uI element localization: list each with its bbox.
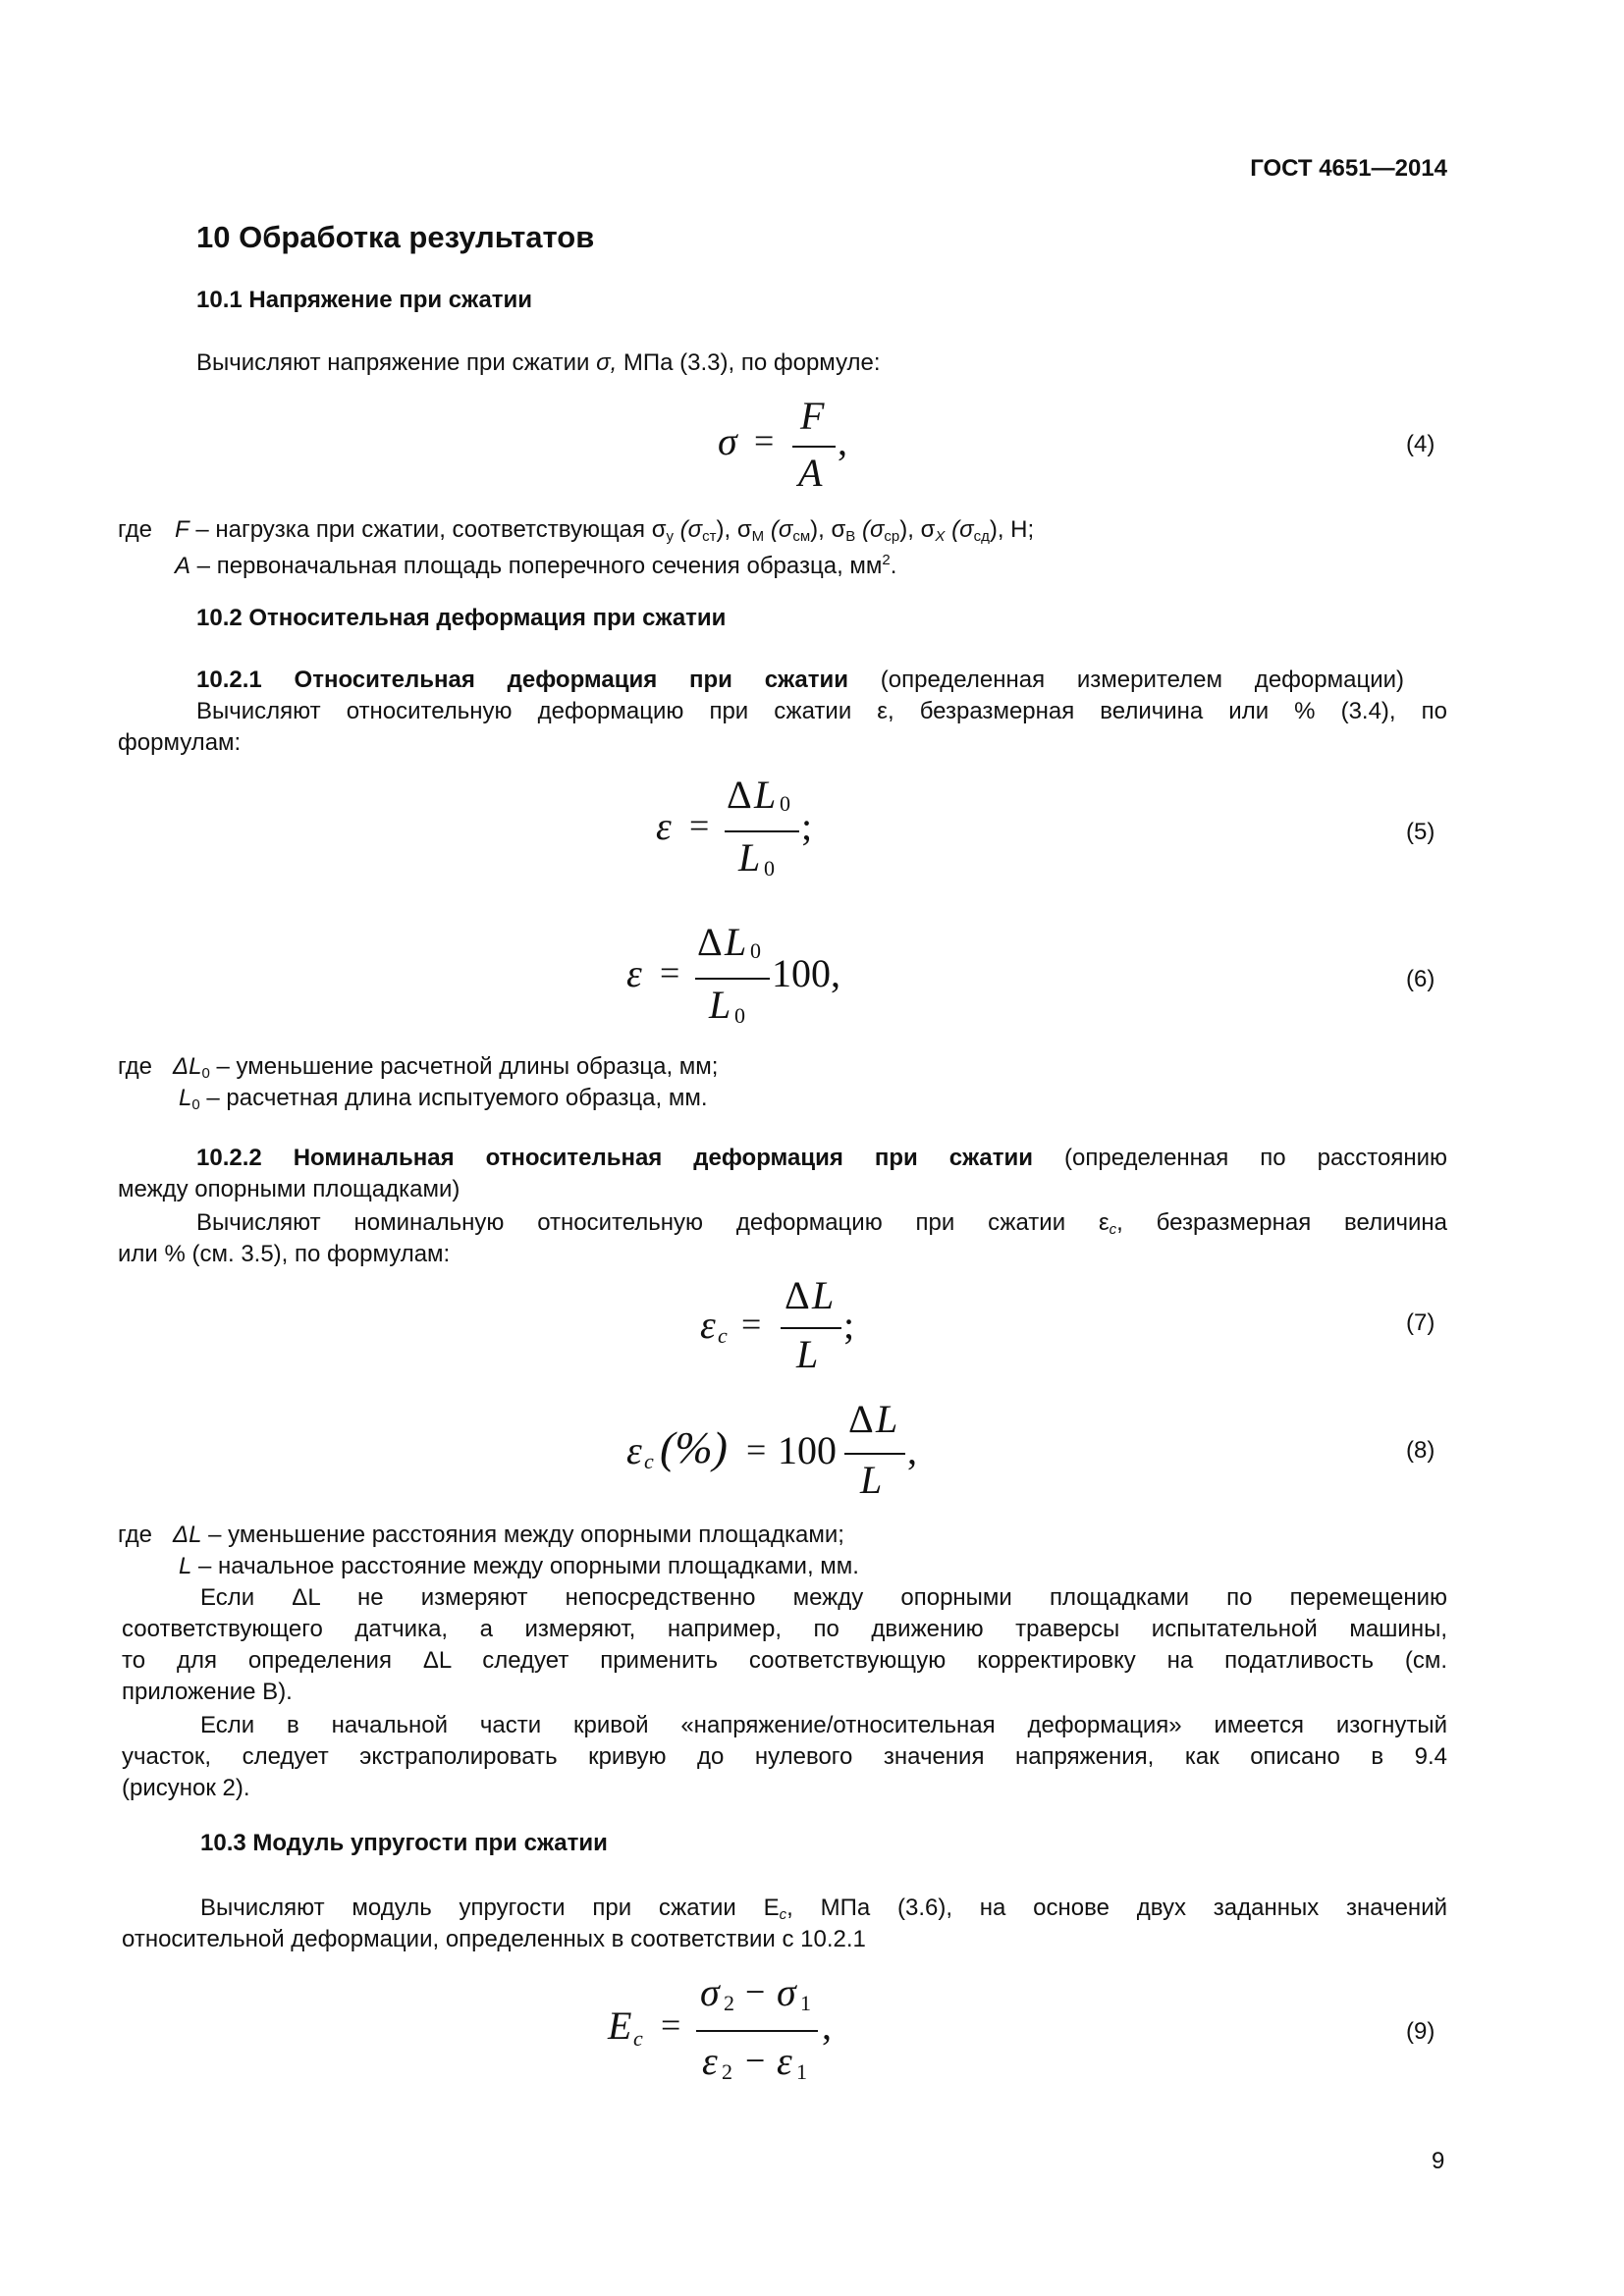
- paragraph-10-2-1-line3: формулам:: [118, 729, 242, 756]
- paragraph-correction-l2: соответствующего датчика, а измеряют, например, по движению траверсы испытательной машины,: [122, 1616, 1447, 1642]
- f9-minus-bottom: −: [745, 2041, 766, 2080]
- equation-number-9: (9): [1406, 2018, 1435, 2045]
- f4-denominator: A: [798, 451, 823, 495]
- equation-number-8: (8): [1406, 1437, 1435, 1464]
- sub-sd: сд: [973, 528, 990, 545]
- f9-n1: σ: [700, 1970, 720, 2014]
- f7-tail: ;: [843, 1303, 855, 1347]
- f9-d1: ε: [702, 2039, 718, 2083]
- f9-lhs-sub: c: [633, 2026, 643, 2051]
- f4-tail: ,: [838, 419, 847, 463]
- def-A-symbol: A: [175, 553, 191, 579]
- formula-9: [604, 1969, 879, 2097]
- paragraph-10-2-2-line4: или % (см. 3.5), по формулам:: [118, 1241, 451, 1267]
- sub2-line3-tail: , безразмерная величина: [1116, 1209, 1447, 1236]
- s10-3-l1-text: Вычисляют модуль упругости при сжатии E: [200, 1895, 780, 1921]
- equation-number-5: (5): [1406, 819, 1435, 845]
- f5-den-sub: 0: [764, 856, 775, 881]
- f5-num-L: L: [754, 773, 777, 817]
- def-dL-text: – уменьшение расстояния между опорными площадками;: [201, 1522, 844, 1548]
- sub-x: X: [935, 528, 946, 545]
- sigma-y: σ: [651, 516, 667, 543]
- f5-num-delta: Δ: [727, 773, 752, 817]
- f6-factor: 100: [772, 951, 831, 995]
- f7-num-L: L: [812, 1273, 835, 1317]
- def-A-sup: 2: [882, 552, 891, 568]
- def-L0-text: – расчетная длина испытуемого образца, мм.: [199, 1085, 708, 1111]
- f9-minus-top: −: [745, 1972, 766, 2011]
- paragraph-10-3-l2: относительной деформации, определенных в соответствии с 10.2.1: [122, 1926, 866, 1952]
- f8-den-L: L: [860, 1458, 883, 1502]
- sub-sm: см: [792, 528, 811, 545]
- paragraph-10-2-2-line2: между опорными площадками): [118, 1176, 460, 1202]
- close-paren: ): [989, 516, 998, 543]
- definition-A: [175, 545, 896, 581]
- f5-fraction-bar: [725, 830, 799, 832]
- subsection-title-10-3: 10.3 Модуль упругости при сжатии: [200, 1830, 608, 1856]
- equation-number-7: (7): [1406, 1309, 1435, 1336]
- f5-num-sub: 0: [780, 791, 790, 816]
- where-label-6: где: [118, 1053, 153, 1080]
- f9-n2-sub: 1: [800, 1991, 811, 2015]
- f7-equals: =: [741, 1305, 762, 1344]
- sigma-x: σ: [920, 516, 936, 543]
- def-F-text: – нагрузка при сжатии, соответствующая: [189, 516, 652, 543]
- where-label-8: где: [118, 1522, 153, 1548]
- document-standard-code: ГОСТ 4651—2014: [1250, 155, 1447, 182]
- f8-paren: (%): [660, 1422, 728, 1472]
- paragraph-10-2-2-line1: [196, 1143, 1447, 1173]
- paragraph-extrapolate-l1: Если в начальной части кривой «напряжение/относительная деформация» имеется изогнутый: [200, 1712, 1447, 1738]
- subsection-title-10-1: 10.1 Напряжение при сжатии: [196, 287, 533, 313]
- sigma-sr: (σ: [855, 516, 885, 543]
- f9-tail: ,: [822, 2003, 832, 2048]
- sigma-m: σ: [736, 516, 752, 543]
- sub-st: ст: [702, 528, 717, 545]
- sub2-rest: (определенная по расстоянию: [1033, 1145, 1448, 1171]
- f5-den-L: L: [738, 835, 761, 880]
- f9-n1-sub: 2: [724, 1991, 734, 2015]
- sep: ),: [810, 516, 832, 543]
- formula-6: [619, 919, 874, 1037]
- f8-factor: 100: [778, 1428, 837, 1472]
- def-dL0-text: – уменьшение расчетной длины образца, мм;: [209, 1053, 719, 1080]
- f9-d2: ε: [777, 2039, 792, 2083]
- paragraph-correction-l1: Если ΔL не измеряют непосредственно между опорными площадками по перемещению: [200, 1584, 1447, 1611]
- f6-den-L: L: [709, 983, 731, 1027]
- def-F-tail: , Н;: [997, 516, 1035, 543]
- f4-numerator: F: [800, 394, 825, 438]
- equation-number-4: (4): [1406, 431, 1435, 457]
- def-L0-sub: 0: [191, 1096, 200, 1113]
- equation-number-6: (6): [1406, 966, 1435, 992]
- f8-tail: ,: [907, 1428, 917, 1472]
- definition-L: [179, 1551, 859, 1581]
- f9-lhs: E: [608, 2003, 632, 2048]
- sep: ),: [716, 516, 737, 543]
- f6-fraction-bar: [695, 978, 770, 980]
- sub-b: В: [845, 528, 856, 545]
- definition-L0: [179, 1083, 708, 1120]
- sub2-line3-sub: c: [1109, 1221, 1117, 1238]
- paragraph-correction-l3: то для определения ΔL следует применить соответствующую корректировку на податливость (см.: [122, 1647, 1447, 1674]
- formula-4: [712, 393, 889, 501]
- sub-m: М: [751, 528, 765, 545]
- paragraph-extrapolate-l3: (рисунок 2).: [122, 1775, 250, 1801]
- f9-fraction-bar: [696, 2030, 818, 2032]
- intro-symbol: σ,: [596, 349, 618, 376]
- def-A-text: – первоначальная площадь поперечного сечения образца, мм: [190, 553, 883, 579]
- formula-8: [619, 1396, 933, 1514]
- f9-n2: σ: [777, 1970, 796, 2014]
- intro-text: Вычисляют напряжение при сжатии: [196, 349, 597, 376]
- paragraph-10-2-1-line1: [196, 665, 1404, 695]
- f6-num-delta: Δ: [697, 920, 723, 964]
- f7-den-L: L: [796, 1332, 819, 1376]
- f7-lhs: ε: [700, 1303, 716, 1347]
- sub1-rest: (определенная измерителем деформации): [848, 667, 1405, 693]
- f6-num-sub: 0: [750, 938, 761, 963]
- f6-lhs: ε: [626, 951, 642, 995]
- paragraph-correction-l4: приложение В).: [122, 1679, 293, 1705]
- f8-num-delta: Δ: [848, 1397, 874, 1441]
- f5-tail: ;: [801, 804, 813, 848]
- s10-3-l1-tail: , МПа (3.6), на основе двух заданных значений: [786, 1895, 1447, 1921]
- subsection-title-10-2: 10.2 Относительная деформация при сжатии: [196, 605, 727, 631]
- paragraph-10-2-1-line2: Вычисляют относительную деформацию при сжатии ε, безразмерная величина или % (3.4), по: [196, 698, 1447, 724]
- f9-d2-sub: 1: [796, 2059, 807, 2084]
- def-L0-symbol: L: [179, 1085, 192, 1111]
- f8-lhs-sub: c: [644, 1449, 654, 1473]
- f6-equals: =: [660, 953, 680, 992]
- f5-lhs: ε: [656, 804, 672, 848]
- def-dL-symbol: ΔL: [173, 1522, 202, 1548]
- f7-num-delta: Δ: [785, 1273, 810, 1317]
- subsection-title-10-2-2: 10.2.2 Номинальная относительная деформация при сжатии: [196, 1145, 1034, 1171]
- f8-equals: =: [746, 1430, 767, 1469]
- def-A-tail: .: [890, 553, 897, 579]
- page-number: 9: [1432, 2148, 1445, 2174]
- f7-fraction-bar: [781, 1327, 841, 1329]
- def-dL0-symbol: ΔL: [173, 1053, 202, 1080]
- subsection-title-10-2-1: 10.2.1 Относительная деформация при сжатии: [196, 667, 848, 693]
- sub-sr: ср: [884, 528, 900, 545]
- sigma-sd: (σ: [945, 516, 974, 543]
- f5-equals: =: [689, 806, 710, 845]
- f9-equals: =: [661, 2005, 681, 2045]
- sigma-sm: (σ: [764, 516, 793, 543]
- sub2-line3-text: Вычисляют номинальную относительную деформацию при сжатии ε: [196, 1209, 1110, 1236]
- def-L-text: – начальное расстояние между опорными площадками, мм.: [191, 1553, 859, 1579]
- def-L-symbol: L: [179, 1553, 192, 1579]
- paragraph-extrapolate-l2: участок, следует экстраполировать кривую до нулевого значения напряжения, как описано в 9.4: [122, 1743, 1447, 1770]
- intro-text-tail: МПа (3.3), по формуле:: [617, 349, 881, 376]
- sep: ),: [899, 516, 921, 543]
- sigma-st: (σ: [674, 516, 703, 543]
- f8-num-L: L: [876, 1397, 898, 1441]
- f8-fraction-bar: [844, 1453, 905, 1455]
- f6-num-L: L: [725, 920, 747, 964]
- f4-equals: =: [754, 421, 775, 460]
- f6-den-sub: 0: [734, 1003, 745, 1028]
- def-dL0-sub: 0: [201, 1065, 210, 1082]
- f4-fraction-bar: [792, 446, 836, 448]
- f6-tail: ,: [831, 951, 840, 995]
- f4-lhs: σ: [718, 419, 737, 463]
- s10-3-l1-sub: c: [779, 1906, 787, 1923]
- paragraph-10-1-intro: [196, 347, 881, 378]
- where-label-4: где: [118, 516, 153, 543]
- definition-dL: [173, 1520, 844, 1550]
- sub-y: у: [666, 528, 675, 545]
- f8-lhs: ε: [626, 1428, 642, 1472]
- sigma-b: σ: [831, 516, 846, 543]
- section-title: 10 Обработка результатов: [196, 220, 595, 254]
- f9-d1-sub: 2: [722, 2059, 732, 2084]
- def-F-symbol: F: [175, 516, 189, 543]
- formula-7: [692, 1272, 879, 1380]
- f7-lhs-sub: c: [718, 1323, 728, 1348]
- formula-5: [648, 772, 864, 889]
